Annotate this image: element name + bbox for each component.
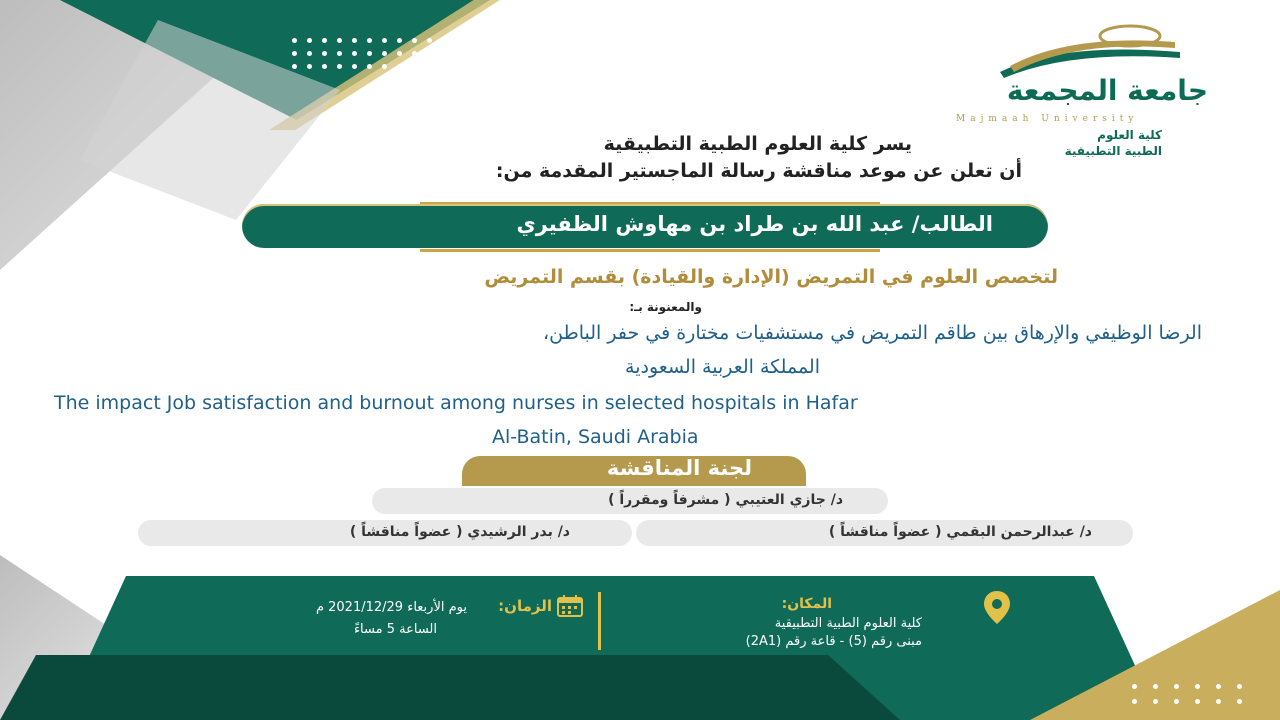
committee-supervisor: د/ جازي العتيبي ( مشرفاً ومقرراً ) xyxy=(608,492,843,508)
thesis-arabic-line1: الرضا الوظيفي والإرهاق بين طاقم التمريض في مستشفيات مختارة في حفر الباطن، xyxy=(543,322,1202,344)
committee-member2: د/ بدر الرشيدي ( عضواً مناقشاً ) xyxy=(349,524,570,540)
announcement-line2: أن تعلن عن موعد مناقشة رسالة الماجستير المقدمة من: xyxy=(495,160,1022,182)
bottom-dots-pattern xyxy=(1132,684,1242,704)
specialization: لتخصص العلوم في التمريض (الإدارة والقيادة) بقسم التمريض xyxy=(484,266,1058,288)
top-dots-pattern xyxy=(292,38,447,69)
committee-member1: د/ عبدالرحمن البقمي ( عضواً مناقشاً ) xyxy=(828,524,1092,540)
logo-college-line1: كلية العلوم xyxy=(1097,128,1162,142)
place-label: المكان: xyxy=(781,596,832,612)
calendar-icon xyxy=(556,594,584,618)
thesis-arabic-line2: المملكة العربية السعودية xyxy=(625,356,820,378)
place-line1: كلية العلوم الطبية التطبيقية xyxy=(774,616,922,631)
time-label: الزمان: xyxy=(498,597,552,615)
name-gold-line-bottom xyxy=(420,249,880,252)
bottom-dark-band xyxy=(0,655,900,720)
thesis-english-line1: The impact Job satisfaction and burnout among nurses in selected hospitals in Hafar xyxy=(54,392,858,414)
titled-label: والمعنونة بـ: xyxy=(629,300,702,314)
time-line2: الساعة 5 مساءً xyxy=(353,622,437,637)
logo-arabic-name: جامعة المجمعة xyxy=(1006,74,1208,107)
student-name: الطالب/ عبد الله بن طراد بن مهاوش الظفيري xyxy=(516,212,993,236)
announcement-line1: يسر كلية العلوم الطبية التطبيقية xyxy=(603,133,912,155)
logo-emblem xyxy=(990,22,1190,82)
time-line1: يوم الأربعاء 2021/12/29 م xyxy=(315,600,467,615)
logo-english-name: Majmaah University xyxy=(956,114,1139,124)
divider-line xyxy=(598,592,601,650)
place-line2: مبنى رقم (5) - قاعة رقم (2A1) xyxy=(745,634,922,649)
location-pin-icon xyxy=(982,590,1012,626)
thesis-english-line2: Al-Batin, Saudi Arabia xyxy=(492,426,699,448)
committee-title: لجنة المناقشة xyxy=(606,456,752,480)
logo-college-line2: الطبية التطبيقية xyxy=(1064,144,1162,158)
university-logo xyxy=(950,22,1220,158)
